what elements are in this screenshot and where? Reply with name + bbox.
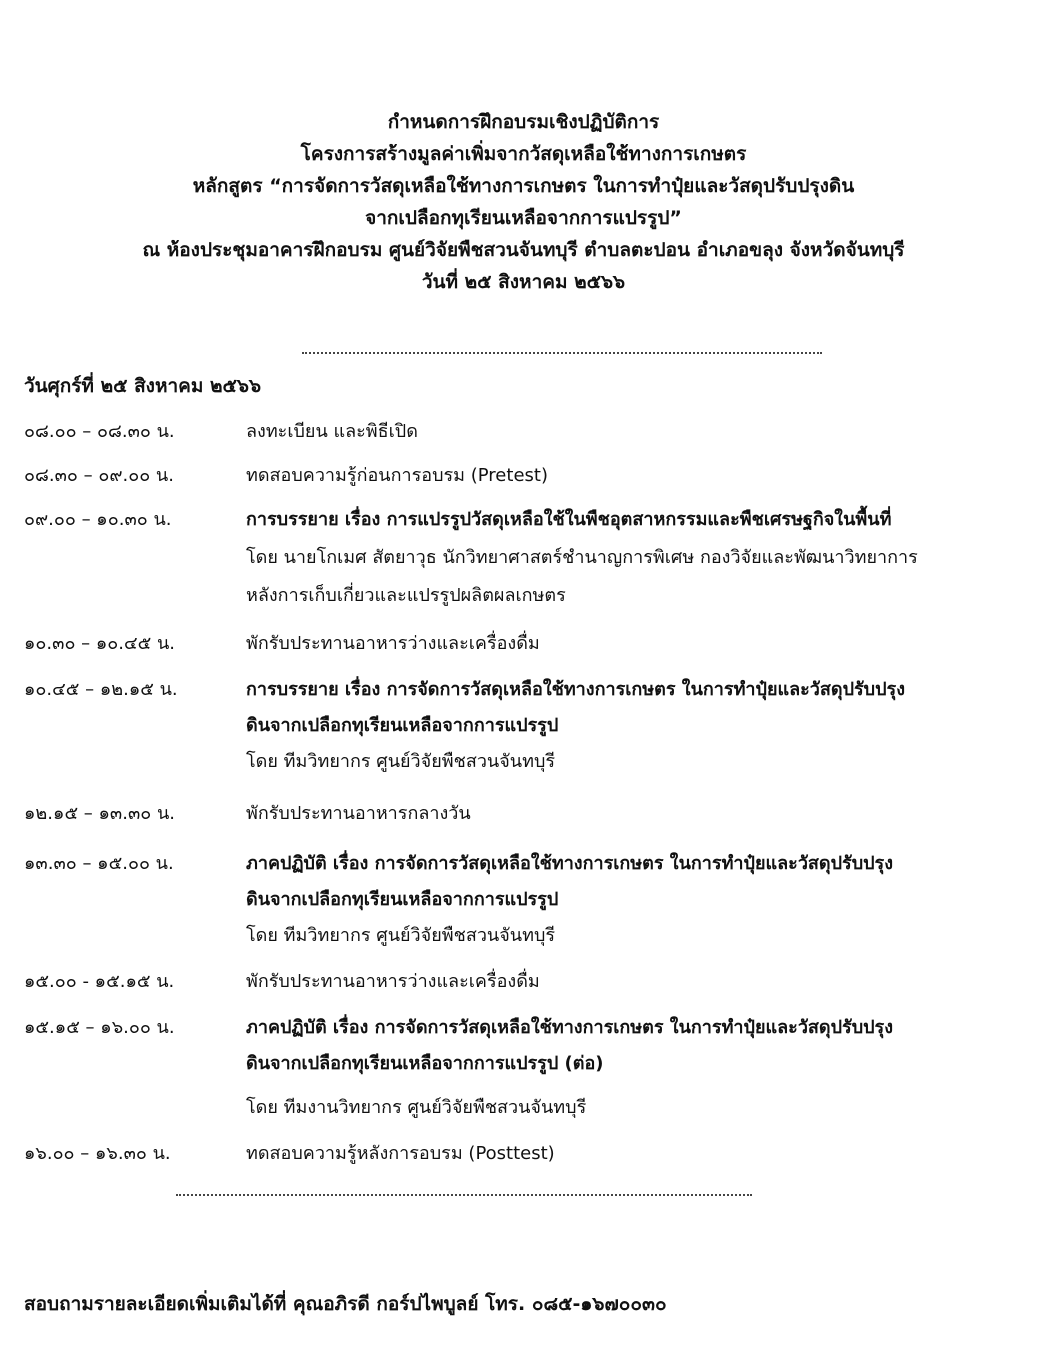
schedule-time: ๑๐.๓๐ – ๑๐.๔๕ น. <box>24 633 175 654</box>
schedule-speaker: โดย ทีมวิทยากร ศูนย์วิจัยพืชสวนจันทบุรี <box>246 925 556 946</box>
schedule-activity: ลงทะเบียน และพิธีเปิด <box>246 421 418 442</box>
schedule-activity: ภาคปฏิบัติ เรื่อง การจัดการวัสดุเหลือใช้ทางการเกษตร ในการทำปุ๋ยและวัสดุปรับปรุง <box>246 853 893 874</box>
header-project: โครงการสร้างมูลค่าเพิ่มจากวัสดุเหลือใช้ทางการเกษตร <box>300 143 747 165</box>
dotted-divider-bottom <box>176 1194 752 1196</box>
schedule-speaker: โดย นายโกเมศ สัตยาวุธ นักวิทยาศาสตร์ชำนาญการพิเศษ กองวิจัยและพัฒนาวิทยาการ <box>246 547 918 568</box>
schedule-time: ๑๓.๓๐ – ๑๕.๐๐ น. <box>24 853 174 874</box>
schedule-time: ๑๕.๐๐ - ๑๕.๑๕ น. <box>24 971 175 992</box>
day-title: วันศุกร์ที่ ๒๕ สิงหาคม ๒๕๖๖ <box>24 375 262 397</box>
schedule-activity: ภาคปฏิบัติ เรื่อง การจัดการวัสดุเหลือใช้ทางการเกษตร ในการทำปุ๋ยและวัสดุปรับปรุง <box>246 1017 893 1038</box>
dotted-divider-top <box>302 352 822 354</box>
schedule-speaker-affiliation: หลังการเก็บเกี่ยวและแปรรูปผลิตผลเกษตร <box>246 585 566 606</box>
schedule-time: ๐๙.๐๐ – ๑๐.๓๐ น. <box>24 509 172 530</box>
schedule-time: ๐๘.๓๐ – ๐๙.๐๐ น. <box>24 465 174 486</box>
schedule-activity: พักรับประทานอาหารว่างและเครื่องดื่ม <box>246 971 540 992</box>
schedule-activity: พักรับประทานอาหารว่างและเครื่องดื่ม <box>246 633 540 654</box>
schedule-speaker: โดย ทีมงานวิทยากร ศูนย์วิจัยพืชสวนจันทบุรี <box>246 1097 587 1118</box>
schedule-activity-cont: ดินจากเปลือกทุเรียนเหลือจากการแปรรูป <box>246 889 559 910</box>
schedule-activity: การบรรยาย เรื่อง การแปรรูปวัสดุเหลือใช้ในพืชอุตสาหกรรมและพืชเศรษฐกิจในพื้นที่ <box>246 509 892 530</box>
schedule-time: ๑๒.๑๕ – ๑๓.๓๐ น. <box>24 803 175 824</box>
schedule-activity: ทดสอบความรู้หลังการอบรม (Posttest) <box>246 1143 555 1164</box>
header-date: วันที่ ๒๕ สิงหาคม ๒๕๖๖ <box>421 271 626 293</box>
header-title: กำหนดการฝึกอบรมเชิงปฏิบัติการ <box>387 111 660 133</box>
schedule-time: ๑๐.๔๕ – ๑๒.๑๕ น. <box>24 679 178 700</box>
contact-info: สอบถามรายละเอียดเพิ่มเติมได้ที่ คุณอภิรดี กอร์ปไพบูลย์ โทร. ๐๘๕-๑๖๗๐๐๓๐ <box>24 1293 667 1315</box>
schedule-time: ๐๘.๐๐ – ๐๘.๓๐ น. <box>24 421 175 442</box>
schedule-activity-cont: ดินจากเปลือกทุเรียนเหลือจากการแปรรูป (ต่อ) <box>246 1053 604 1074</box>
document-header <box>0 106 1047 298</box>
schedule-speaker: โดย ทีมวิทยากร ศูนย์วิจัยพืชสวนจันทบุรี <box>246 751 556 772</box>
header-venue: ณ ห้องประชุมอาคารฝึกอบรม ศูนย์วิจัยพืชสวนจันทบุรี ตำบลตะปอน อำเภอขลุง จังหวัดจันทบุรี <box>142 239 905 261</box>
schedule-activity: ทดสอบความรู้ก่อนการอบรม (Pretest) <box>246 465 548 486</box>
schedule-activity: การบรรยาย เรื่อง การจัดการวัสดุเหลือใช้ทางการเกษตร ในการทำปุ๋ยและวัสดุปรับปรุง <box>246 679 905 700</box>
schedule-time: ๑๕.๑๕ – ๑๖.๐๐ น. <box>24 1017 175 1038</box>
header-course: หลักสูตร “การจัดการวัสดุเหลือใช้ทางการเกษตร ในการทำปุ๋ยและวัสดุปรับปรุงดิน <box>192 175 855 197</box>
schedule-activity-cont: ดินจากเปลือกทุเรียนเหลือจากการแปรรูป <box>246 715 559 736</box>
header-course-cont: จากเปลือกทุเรียนเหลือจากการแปรรูป” <box>365 207 682 229</box>
schedule-activity: พักรับประทานอาหารกลางวัน <box>246 803 471 824</box>
schedule-time: ๑๖.๐๐ – ๑๖.๓๐ น. <box>24 1143 171 1164</box>
